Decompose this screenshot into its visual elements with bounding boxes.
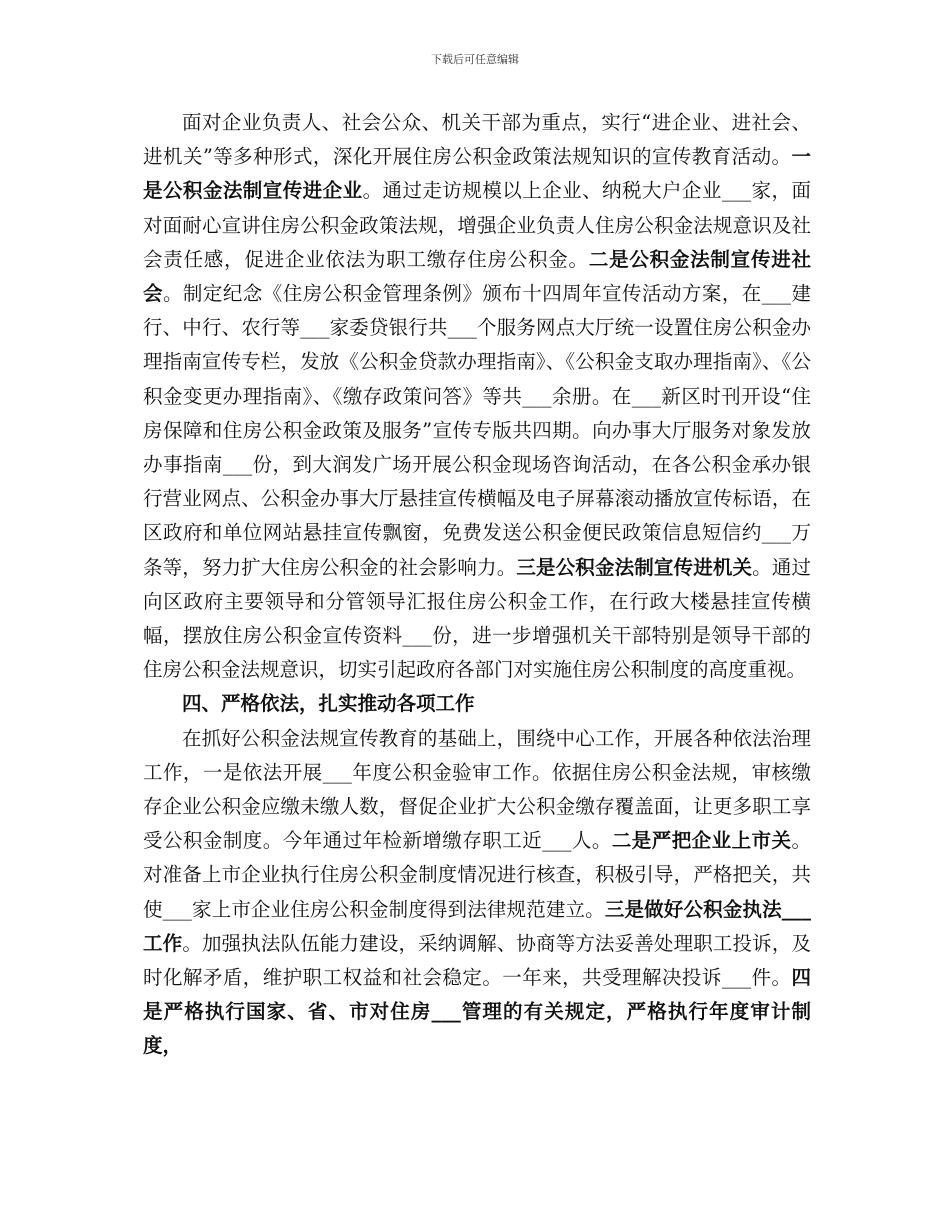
paragraph-text: 。加强执法队伍能力建设，采纳调解、协商等方法妥善处理职工投诉，及时化解矛盾，维护职工权益和社会稳定。一年来，共受理解决投诉___件。 xyxy=(143,931,811,990)
section-heading-4: 四、严格依法，扎实推动各项工作 xyxy=(182,692,475,716)
bold-point-government: 三是公积金法制宣传进机关 xyxy=(516,555,753,579)
bold-point-regulation: 四是严格执行国家、省、市对住房___管理的有关规定，严格执行年度审计制度， xyxy=(143,966,811,1058)
bold-point-enterprise: 一是公积金法制宣传进企业 xyxy=(143,145,811,203)
paragraph-publicity xyxy=(143,106,811,687)
paragraph-text: 。制定纪念《住房公积金管理条例》颁布十四周年宣传活动方案，在___建行、中行、农行等___家委贷银行共___个服务网点大厅统一设置住房公积金办理指南宣传专栏，发放《公积金贷款办理指南》、《公积金支取办理指南》、《公积金变更办理指南》、《缴存政策问答》等共___余册。在___新区时刊开设“住房保障和住房公积金政策及服务”宣传专版共四期。向办事大厅服务对象发放办事指南___份，到大润发广场开展公积金现场咨询活动，在各公积金承办银行营业网点、公积金办事大厅悬挂宣传横幅及电子屏幕滚动播放宣传标语，在区政府和单位网站悬挂宣传飘窗，免费发送公积金便民政策信息短信约___万条等，努力扩大住房公积金的社会影响力。 xyxy=(143,282,811,579)
paragraph-text: 。通过走访规模以上企业、纳税大户企业___家，面对面耐心宣讲住房公积金政策法规，增强企业负责人住房公积金法规意识及社会责任感，促进企业依法为职工缴存住房公积金。 xyxy=(143,179,811,271)
page-header: 下载后可任意编辑 xyxy=(431,53,519,66)
document-body xyxy=(143,106,811,1064)
paragraph-law-work xyxy=(143,722,811,1064)
bold-point-society: 二是公积金法制宣传进社会 xyxy=(143,247,811,306)
paragraph-text: 在抓好公积金法规宣传教育的基础上，围绕中心工作，开展各种依法治理工作，一是依法开展___年度公积金验审工作。依据住房公积金法规，审核缴存企业公积金应缴未缴人数，督促企业扩大公积金缴存覆盖面，让更多职工享受公积金制度。今年通过年检新增缴存职工近___人。 xyxy=(143,726,811,853)
bold-point-enforcement: 三是做好公积金执法___工作 xyxy=(143,897,811,955)
bold-point-listing: 二是严把企业上市关 xyxy=(611,829,792,853)
paragraph-text: 。对准备上市企业执行住房公积金制度情况进行核查，积极引导，严格把关，共使___家上市企业住房公积金制度得到法律规范建立。 xyxy=(143,829,811,921)
paragraph-text: 面对企业负责人、社会公众、机关干部为重点，实行“进企业、进社会、进机关”等多种形式，深化开展住房公积金政策法规知识的宣传教育活动。 xyxy=(143,111,811,169)
paragraph-text: 。通过向区政府主要领导和分管领导汇报住房公积金工作，在行政大楼悬挂宣传横幅，摆放住房公积金宣传资料___份，进一步增强机关干部特别是领导干部的住房公积金法规意识，切实引起政府各部门对实施住房公积制度的高度重视。 xyxy=(143,555,811,682)
